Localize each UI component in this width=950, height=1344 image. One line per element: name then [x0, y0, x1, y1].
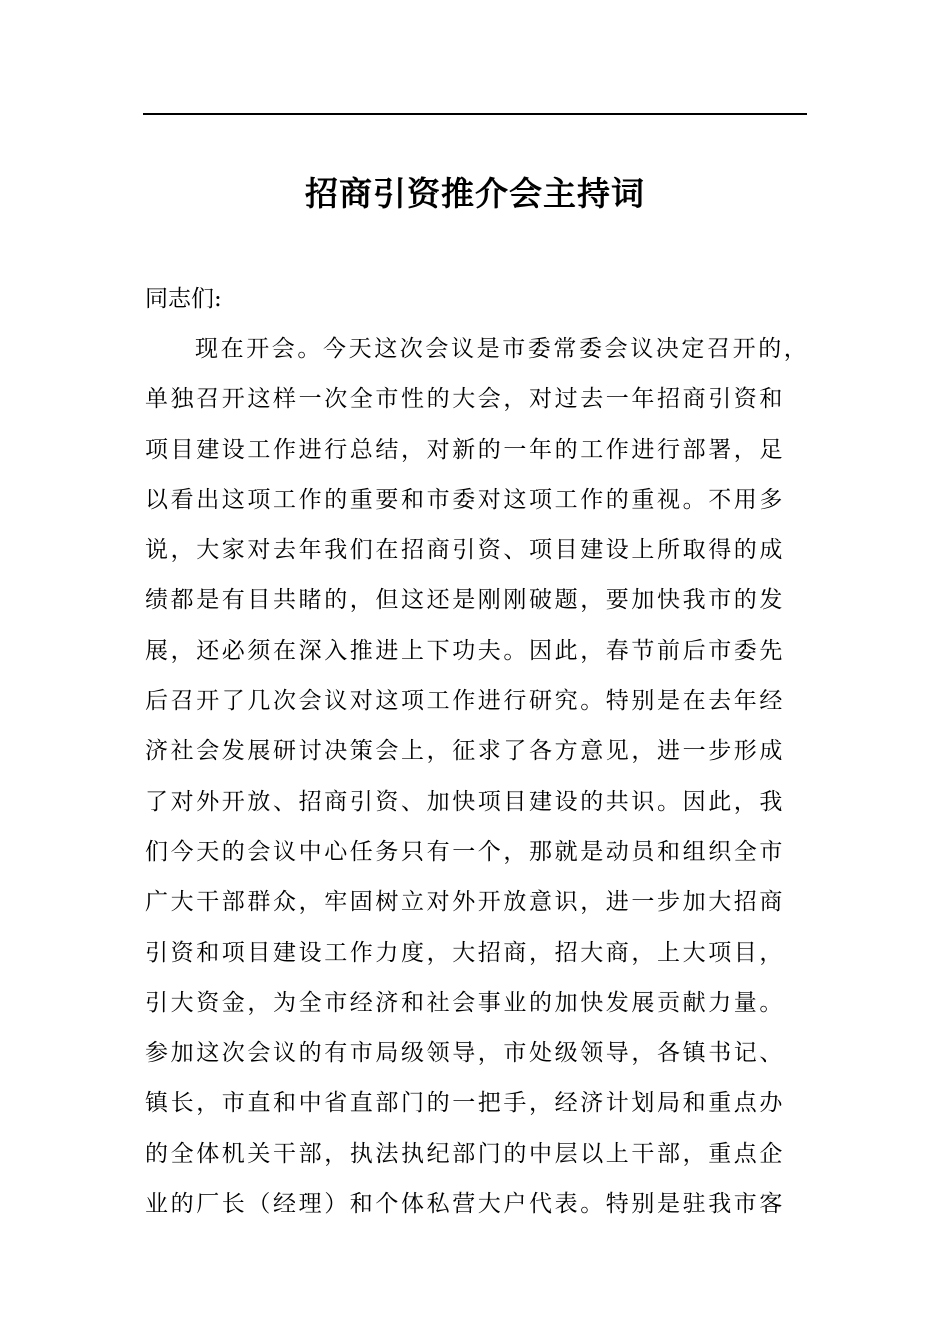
body-text [145, 329, 810, 1234]
body-line: 现在开会。今天这次会议是市委常委会议决定召开的， [195, 336, 810, 362]
body-line: 项目建设工作进行总结，对新的一年的工作进行部署，足 [145, 436, 785, 463]
body-line: 镇长，市直和中省直部门的一把手，经济计划局和重点办 [145, 1090, 785, 1117]
body-line: 济社会发展研讨决策会上，征求了各方意见，进一步形成 [145, 738, 785, 765]
body-line: 了对外开放、招商引资、加快项目建设的共识。因此，我 [145, 788, 785, 815]
body-line: 后召开了几次会议对这项工作进行研究。特别是在去年经 [145, 688, 785, 715]
body-line: 单独召开这样一次全市性的大会，对过去一年招商引资和 [145, 386, 785, 413]
body-line: 以看出这项工作的重要和市委对这项工作的重视。不用多 [145, 486, 785, 513]
body-line: 们今天的会议中心任务只有一个，那就是动员和组织全市 [145, 838, 785, 865]
body-line: 展，还必须在深入推进上下功夫。因此，春节前后市委先 [145, 637, 785, 664]
body-line: 的全体机关干部，执法执纪部门的中层以上干部，重点企 [145, 1140, 785, 1167]
body-line: 绩都是有目共睹的，但这还是刚刚破题，要加快我市的发 [145, 587, 785, 614]
header-rule [143, 113, 807, 115]
body-line: 说，大家对去年我们在招商引资、项目建设上所取得的成 [145, 537, 785, 564]
body-line: 广大干部群众，牢固树立对外开放意识，进一步加大招商 [145, 889, 785, 916]
salutation: 同志们: [145, 286, 222, 312]
body-line: 引大资金，为全市经济和社会事业的加快发展贡献力量。 [145, 989, 785, 1016]
body-line: 业的厂长（经理）和个体私营大户代表。特别是驻我市客 [145, 1191, 785, 1218]
body-line: 参加这次会议的有市局级领导，市处级领导，各镇书记、 [145, 1040, 785, 1067]
document-title: 招商引资推介会主持词 [305, 174, 645, 213]
body-line: 引资和项目建设工作力度，大招商，招大商，上大项目， [145, 939, 785, 966]
